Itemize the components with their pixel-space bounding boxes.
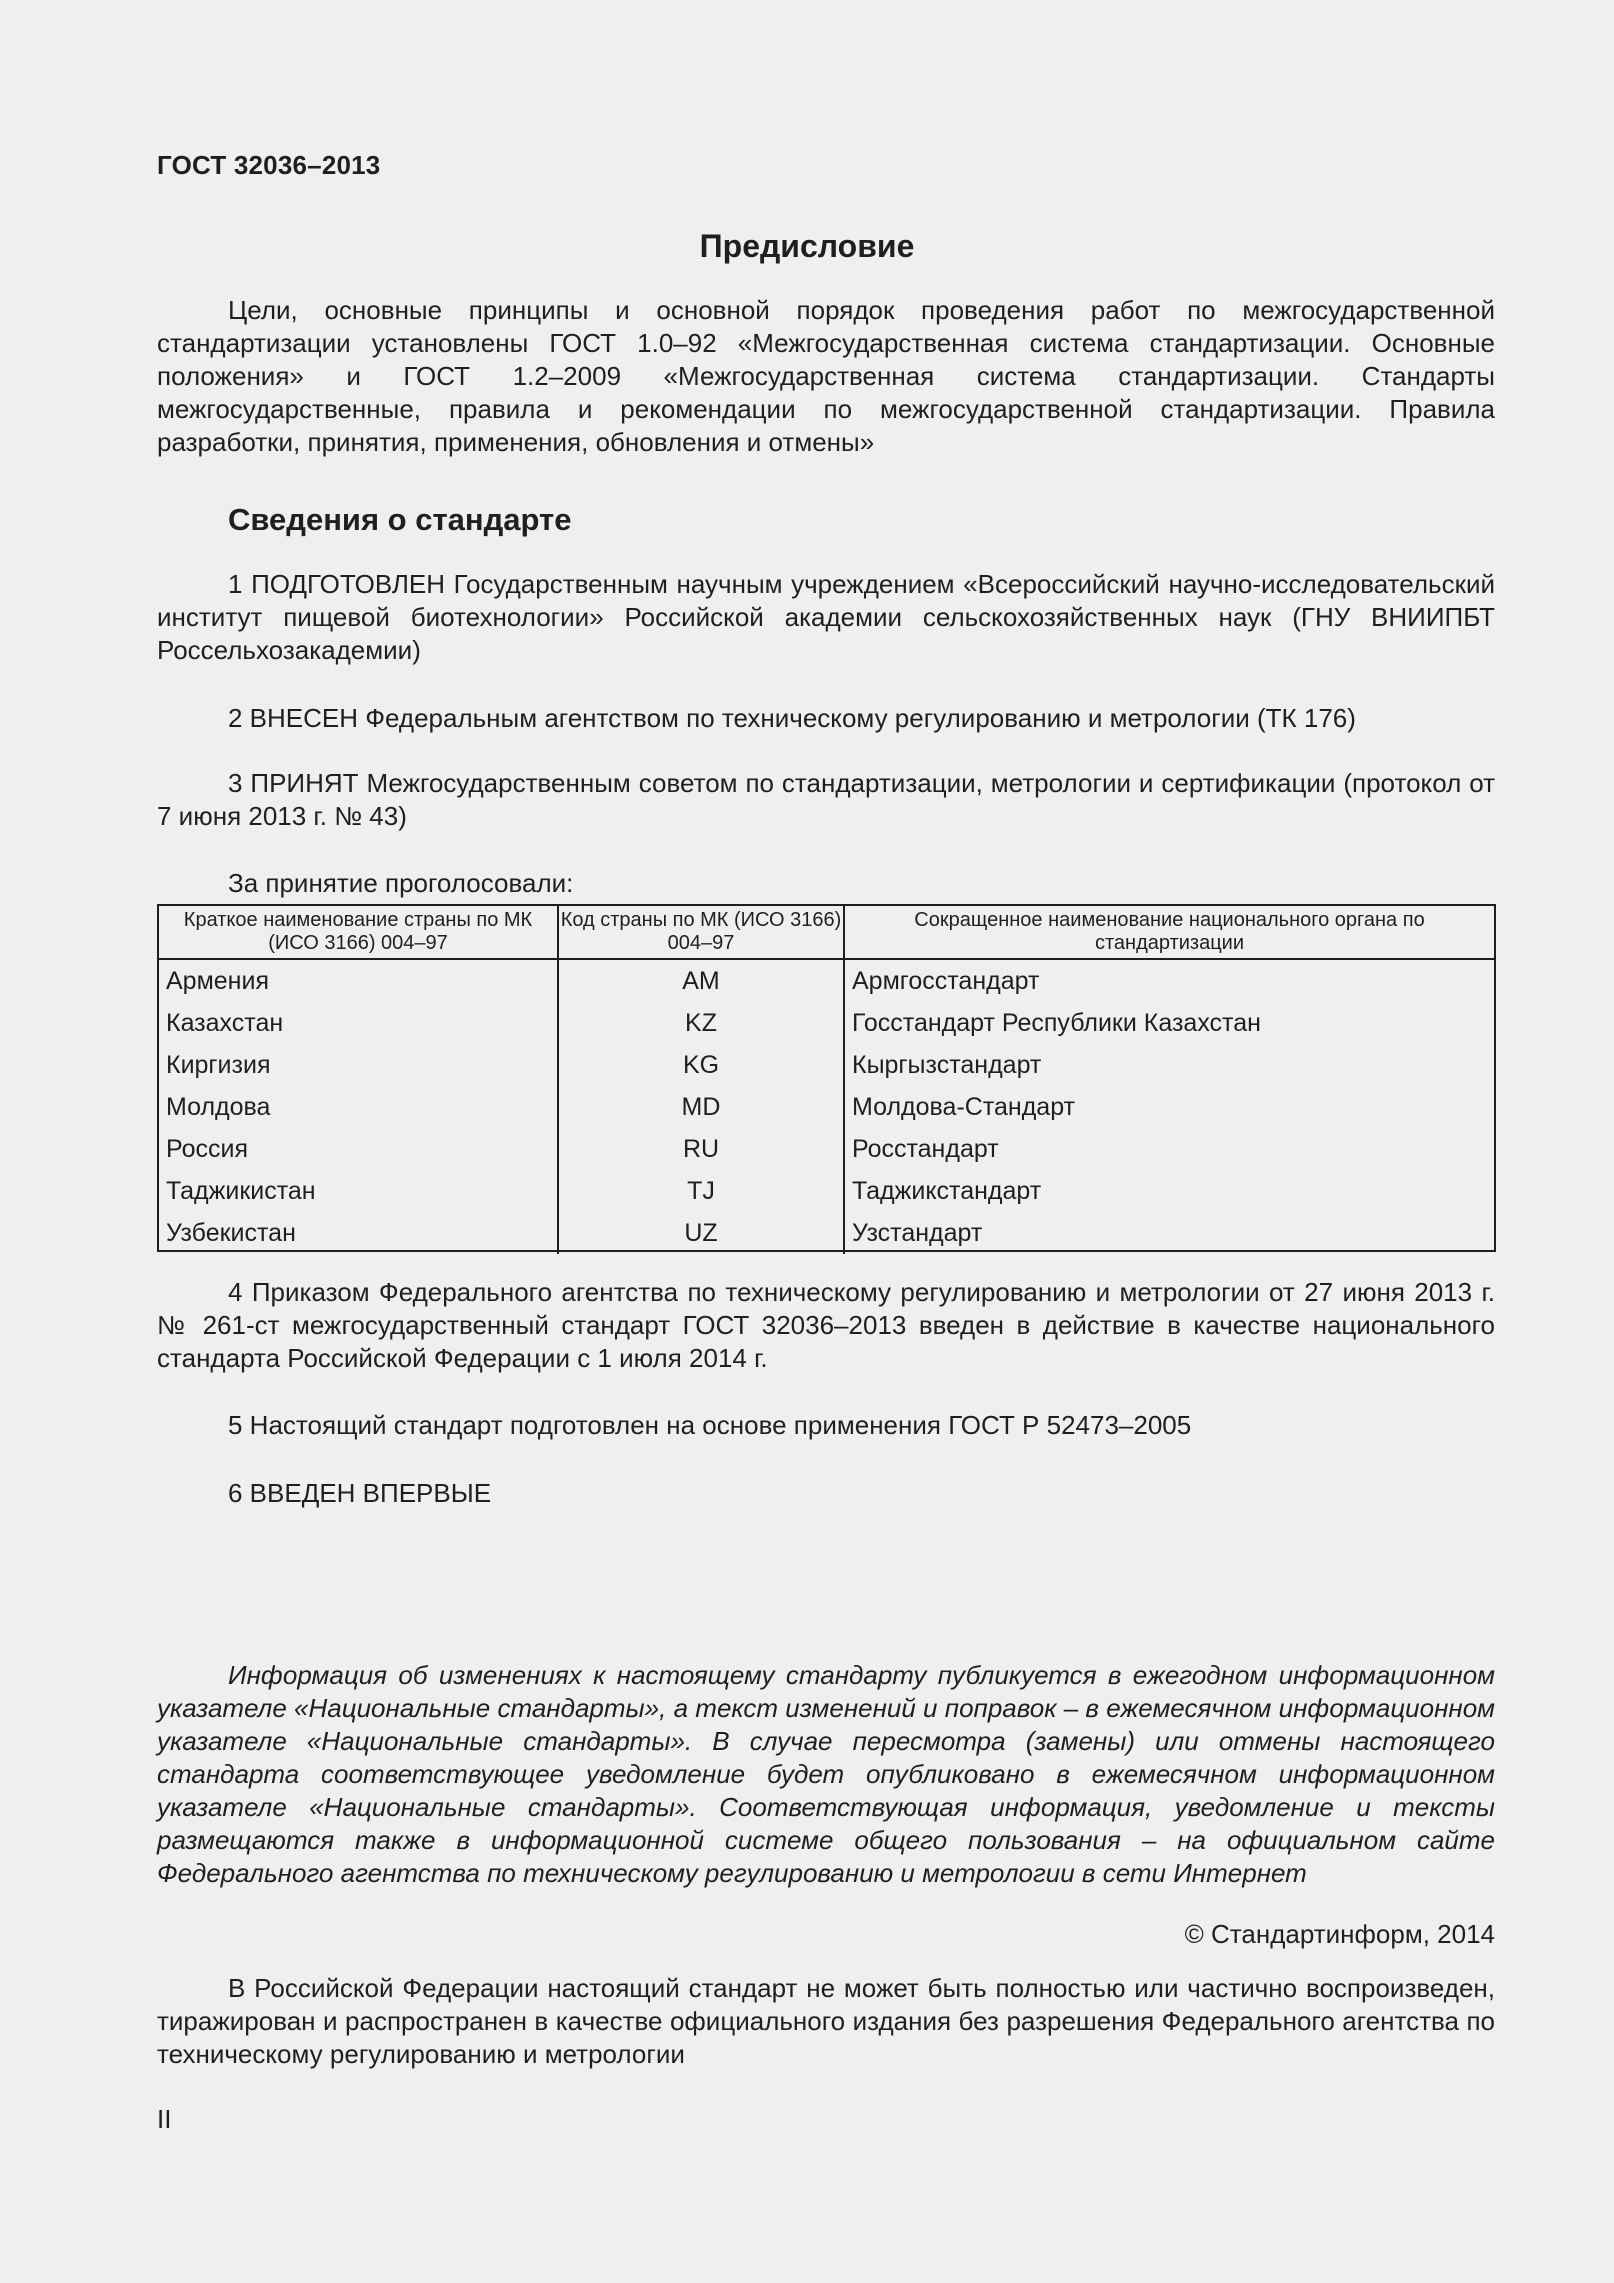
table-row (159, 1086, 1494, 1128)
foreword-title: Предисловие (699, 228, 915, 264)
page-number: II (157, 2104, 172, 2134)
country-code-cell: RU (558, 1128, 844, 1170)
table-row (159, 1212, 1494, 1254)
table-header-row (159, 906, 1494, 959)
agency-cell: Таджикстандарт (844, 1170, 1494, 1212)
country-cell: Узбекистан (166, 1219, 296, 1247)
table-row (159, 1002, 1494, 1044)
agency-cell: Госстандарт Республики Казахстан (844, 1002, 1494, 1044)
country-code-cell: MD (558, 1086, 844, 1128)
country-cell: Таджикистан (166, 1177, 316, 1205)
reproduction-notice: В Российской Федерации настоящий стандарт не может быть полностью или частично воспроизведен, тиражирован и распространен в качестве официального издания без разрешения Федерального агентства по техническому регулированию и метрологии (157, 1973, 1495, 2069)
table-row (159, 1044, 1494, 1086)
about-item-6: 6 ВВЕДЕН ВПЕРВЫЕ (228, 1478, 492, 1508)
about-standard-title: Сведения о стандарте (228, 502, 572, 537)
changes-notice: Информация об изменениях к настоящему стандарту публикуется в ежегодном информационном указателе «Национальные стандарты», а текст изменений и поправок – в ежемесячном информационном указателе «Национальные стандарты». В случае пересмотра (замены) или отмены настоящего стандарта соответствующее уведомление будет опубликовано в ежемесячном информационном указателе «Национальные стандарты». Соответствующая информация, уведомление и тексты размещаются также в информационной системе общего пользования – на официальном сайте Федерального агентства по техническому регулированию и метрологии в сети Интернет (157, 1660, 1495, 1888)
voting-table (157, 904, 1496, 1252)
agency-cell: Узстандарт (844, 1212, 1494, 1254)
table-row (159, 1170, 1494, 1212)
country-cell: Молдова (166, 1093, 271, 1121)
about-item-5: 5 Настоящий стандарт подготовлен на основе применения ГОСТ Р 52473–2005 (228, 1410, 1192, 1440)
country-code-cell: AM (558, 959, 844, 1002)
about-item-3: 3 ПРИНЯТ Межгосударственным советом по стандартизации, метрологии и сертификации (протокол от 7 июня 2013 г. № 43) (157, 768, 1495, 831)
table-row (159, 959, 1494, 1002)
country-code-cell: TJ (558, 1170, 844, 1212)
country-cell: Киргизия (166, 1051, 271, 1079)
about-item-4: 4 Приказом Федерального агентства по техническому регулированию и метрологии от 27 июня 2013 г. № 261-ст межгосударственный стандарт ГОСТ 32036–2013 введен в действие в качестве национального стандарта Российской Федерации с 1 июля 2014 г. (157, 1277, 1495, 1373)
table-row (159, 1128, 1494, 1170)
agency-cell: Кыргызстандарт (844, 1044, 1494, 1086)
country-code-cell: KG (558, 1044, 844, 1086)
foreword-text: Цели, основные принципы и основной порядок проведения работ по межгосударственной стандартизации установлены ГОСТ 1.0–92 «Межгосударственная система стандартизации. Основные положения» и ГОСТ 1.2–2009 «Межгосударственная система стандартизации. Стандарты межгосударственные, правила и рекомендации по межгосударственной стандартизации. Правила разработки, принятия, применения, обновления и отмены» (157, 295, 1495, 457)
about-item-1: 1 ПОДГОТОВЛЕН Государственным научным учреждением «Всероссийский научно-исследовательский институт пищевой биотехнологии» Российской академии сельскохозяйственных наук (ГНУ ВНИИПБТ Россельхозакадемии) (157, 569, 1495, 665)
copyright-text: © Стандартинформ, 2014 (1184, 1919, 1495, 1949)
agency-cell: Росстандарт (844, 1128, 1494, 1170)
document-code: ГОСТ 32036–2013 (157, 150, 381, 180)
agency-cell: Молдова-Стандарт (844, 1086, 1494, 1128)
header-country: Краткое наименование страны по МК (ИСО 3166) 004–97 (159, 906, 558, 959)
country-code-cell: UZ (558, 1212, 844, 1254)
agency-cell: Армгосстандарт (844, 959, 1494, 1002)
header-agency: Сокращенное наименование национального органа по стандартизации (844, 906, 1494, 959)
country-cell: Россия (166, 1135, 248, 1163)
voting-table-grid (159, 906, 1494, 1254)
country-cell: Казахстан (166, 1009, 284, 1037)
vote-label: За принятие проголосовали: (228, 868, 574, 898)
country-cell: Армения (166, 967, 269, 995)
country-code-cell: KZ (558, 1002, 844, 1044)
header-code: Код страны по МК (ИСО 3166) 004–97 (558, 906, 844, 959)
about-item-2: 2 ВНЕСЕН Федеральным агентством по техническому регулированию и метрологии (ТК 176) (228, 703, 1356, 733)
